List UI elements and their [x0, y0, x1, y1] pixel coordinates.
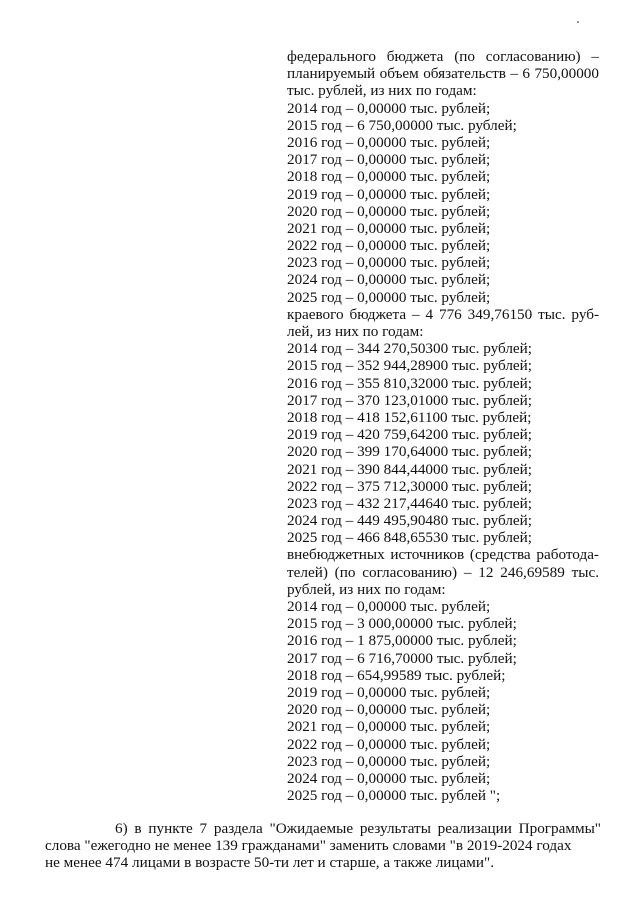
regional-year-line: 2023 год – 432 217,44640 тыс. рублей; — [287, 494, 532, 512]
extrabudget-year-line: 2025 год – 0,00000 тыс. рублей "; — [287, 787, 501, 805]
federal-year-line: 2018 год – 0,00000 тыс. рублей; — [287, 168, 491, 186]
extrabudget-intro-line: телей) (по согласованию) – 12 246,69589 тыс. — [287, 563, 599, 581]
funding-column — [287, 48, 599, 804]
regional-year-line: 2025 год – 466 848,65530 тыс. рублей; — [287, 529, 532, 547]
federal-year-line: 2020 год – 0,00000 тыс. рублей; — [287, 202, 491, 220]
extrabudget-year-line: 2021 год – 0,00000 тыс. рублей; — [287, 718, 491, 736]
extrabudget-year-line: 2024 год – 0,00000 тыс. рублей; — [287, 769, 491, 787]
federal-intro-line: планируемый объем обязательств – 6 750,00000 — [287, 65, 599, 83]
federal-year-line: 2016 год – 0,00000 тыс. рублей; — [287, 133, 491, 151]
amendment-paragraph — [45, 820, 601, 872]
regional-year-line: 2022 год – 375 712,30000 тыс. рублей; — [287, 477, 532, 495]
extrabudget-year-line: 2023 год – 0,00000 тыс. рублей; — [287, 752, 491, 770]
extrabudget-intro-line: рублей, из них по годам: — [287, 580, 446, 598]
extrabudget-year-line: 2022 год – 0,00000 тыс. рублей; — [287, 735, 491, 753]
regional-year-line: 2017 год – 370 123,01000 тыс. рублей; — [287, 391, 532, 409]
extrabudget-year-line: 2014 год – 0,00000 тыс. рублей; — [287, 598, 491, 615]
regional-year-line: 2016 год – 355 810,32000 тыс. рублей; — [287, 374, 532, 392]
federal-year-line: 2025 год – 0,00000 тыс. рублей; — [287, 288, 491, 306]
regional-intro-line: лей, из них по годам: — [287, 323, 424, 340]
extrabudget-section — [287, 546, 599, 804]
regional-year-line: 2014 год – 344 270,50300 тыс. рублей; — [287, 340, 532, 358]
regional-year-line: 2020 год – 399 170,64000 тыс. рублей; — [287, 443, 532, 461]
federal-year-line: 2015 год – 6 750,00000 тыс. рублей; — [287, 116, 517, 134]
federal-intro-line: тыс. рублей, из них по годам: — [287, 82, 477, 100]
federal-intro-line: федерального бюджета (по согласованию) – — [287, 48, 599, 65]
federal-year-line: 2023 год – 0,00000 тыс. рублей; — [287, 254, 491, 272]
federal-year-line: 2019 год – 0,00000 тыс. рублей; — [287, 185, 491, 203]
federal-year-line: 2024 год – 0,00000 тыс. рублей; — [287, 271, 491, 289]
federal-year-line: 2017 год – 0,00000 тыс. рублей; — [287, 151, 491, 169]
amendment-line: не менее 474 лицами в возрасте 50-ти лет и старше, а также лицами". — [45, 854, 495, 872]
regional-intro-line: краевого бюджета – 4 776 349,76150 тыс. руб- — [287, 305, 599, 323]
regional-year-line: 2021 год – 390 844,44000 тыс. рублей; — [287, 460, 532, 478]
extrabudget-year-line: 2020 год – 0,00000 тыс. рублей; — [287, 701, 491, 719]
scan-speck — [577, 21, 579, 23]
federal-year-line: 2014 год – 0,00000 тыс. рублей; — [287, 99, 491, 117]
extrabudget-year-line: 2015 год – 3 000,00000 тыс. рублей; — [287, 615, 517, 633]
regional-year-line: 2015 год – 352 944,28900 тыс. рублей; — [287, 357, 532, 375]
extrabudget-year-line: 2019 год – 0,00000 тыс. рублей; — [287, 683, 491, 701]
regional-year-line: 2019 год – 420 759,64200 тыс. рублей; — [287, 426, 532, 444]
regional-year-line: 2018 год – 418 152,61100 тыс. рублей; — [287, 408, 532, 426]
federal-year-line: 2022 год – 0,00000 тыс. рублей; — [287, 237, 491, 255]
amendment-line: 6) в пункте 7 раздела "Ожидаемые результаты реализации Программы" — [115, 820, 601, 837]
extrabudget-year-line: 2017 год – 6 716,70000 тыс. рублей; — [287, 649, 517, 667]
extrabudget-year-line: 2018 год – 654,99589 тыс. рублей; — [287, 666, 506, 684]
extrabudget-year-line: 2016 год – 1 875,00000 тыс. рублей; — [287, 632, 517, 650]
extrabudget-intro-line: внебюджетных источников (средства работода- — [287, 546, 599, 564]
federal-budget-section — [287, 48, 599, 306]
regional-year-line: 2024 год – 449 495,90480 тыс. рублей; — [287, 512, 532, 530]
regional-budget-section — [287, 306, 599, 547]
amendment-line: слова "ежегодно не менее 139 гражданами" заменить словами "в 2019-2024 годах — [45, 837, 572, 855]
federal-year-line: 2021 год – 0,00000 тыс. рублей; — [287, 219, 491, 237]
